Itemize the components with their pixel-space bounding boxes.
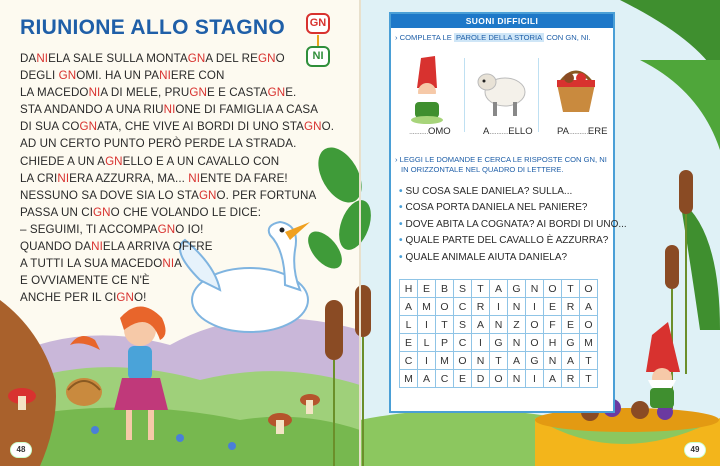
story-text-fragment: – SEGUIMI, TI ACCOMPA bbox=[20, 222, 158, 236]
story-text-fragment: O. bbox=[321, 120, 335, 134]
story-text-fragment: DEGLI bbox=[20, 69, 59, 83]
grid-cell[interactable]: N bbox=[508, 370, 526, 388]
story-text-fragment: PASSA UN CI bbox=[20, 205, 94, 219]
grid-cell[interactable]: D bbox=[472, 370, 490, 388]
arrow-icon: › bbox=[395, 155, 398, 164]
grid-cell[interactable]: C bbox=[436, 370, 454, 388]
grid-cell[interactable]: G bbox=[508, 280, 526, 298]
story-line bbox=[20, 204, 320, 221]
bullet-icon: • bbox=[399, 235, 403, 247]
grid-cell[interactable]: I bbox=[526, 370, 544, 388]
story-words-chip: PAROLE DELLA STORIA bbox=[455, 33, 543, 42]
grid-cell[interactable]: T bbox=[580, 352, 598, 370]
question-text: QUALE PARTE DEL CAVALLO È AZZURRA? bbox=[405, 235, 609, 247]
grid-cell[interactable]: M bbox=[418, 298, 436, 316]
grid-cell[interactable]: O bbox=[580, 280, 598, 298]
story-text-fragment: LA MACEDO bbox=[20, 86, 89, 100]
grid-cell[interactable]: M bbox=[580, 334, 598, 352]
grid-cell[interactable]: A bbox=[562, 352, 580, 370]
grid-cell[interactable]: C bbox=[400, 352, 418, 370]
question-text: QUALE ANIMALE AIUTA DANIELA? bbox=[405, 251, 568, 263]
bullet-icon: • bbox=[399, 218, 403, 230]
page-title: RIUNIONE ALLO STAGNO bbox=[20, 16, 285, 39]
grid-cell[interactable]: B bbox=[436, 280, 454, 298]
story-text-fragment: O. PER FORTUNA bbox=[216, 188, 317, 202]
grid-row bbox=[400, 316, 598, 334]
highlighted-syllable: NI bbox=[36, 52, 49, 65]
highlighted-syllable: GN bbox=[116, 291, 135, 305]
story-text-fragment: QUANDO DA bbox=[20, 240, 92, 254]
grid-cell[interactable]: T bbox=[472, 280, 490, 298]
question-item bbox=[399, 200, 611, 216]
grid-cell[interactable]: F bbox=[544, 316, 562, 334]
highlighted-syllable: NI bbox=[57, 171, 70, 185]
story-line bbox=[20, 84, 320, 101]
story-text-fragment: ERE CON bbox=[170, 69, 225, 83]
bullet-icon: • bbox=[399, 251, 403, 263]
grid-cell[interactable]: T bbox=[436, 316, 454, 334]
grid-cell[interactable]: R bbox=[562, 370, 580, 388]
highlighted-syllable: NI bbox=[91, 240, 103, 254]
highlighted-syllable: GN bbox=[79, 120, 98, 134]
grid-cell[interactable]: A bbox=[490, 280, 508, 298]
story-line bbox=[20, 187, 320, 204]
story-text-fragment: OMI. HA UN PA bbox=[76, 69, 160, 83]
page-number-right: 49 bbox=[684, 442, 706, 458]
grid-cell[interactable]: E bbox=[454, 370, 472, 388]
highlighted-syllable: GN bbox=[257, 52, 276, 65]
grid-cell[interactable]: E bbox=[544, 298, 562, 316]
highlighted-syllable: NI bbox=[163, 103, 176, 117]
basket-icon bbox=[543, 54, 609, 126]
grid-cell[interactable]: I bbox=[418, 352, 436, 370]
story-line bbox=[20, 118, 335, 135]
grid-cell[interactable]: E bbox=[562, 316, 580, 334]
story-text bbox=[20, 50, 335, 306]
grid-cell[interactable]: L bbox=[400, 316, 418, 334]
grid-cell[interactable]: N bbox=[526, 280, 544, 298]
grid-cell[interactable]: R bbox=[562, 298, 580, 316]
question-item bbox=[399, 184, 611, 200]
bullet-icon: • bbox=[399, 202, 403, 214]
story-text-fragment: ELA ARRIVA OFFRE bbox=[102, 240, 213, 254]
story-text-fragment: ENTE DA FARE! bbox=[200, 171, 288, 185]
grid-cell[interactable]: A bbox=[418, 370, 436, 388]
highlighted-syllable: GN bbox=[304, 120, 322, 134]
grid-cell[interactable]: C bbox=[454, 334, 472, 352]
story-text-fragment: A TUTTI LA SUA MACEDO bbox=[20, 257, 163, 271]
highlighted-syllable: NI bbox=[88, 86, 101, 100]
story-text-fragment: O! bbox=[134, 291, 147, 305]
story-text-fragment: ONE DI FAMIGLIA A CASA bbox=[175, 103, 319, 117]
exercise-panel bbox=[389, 12, 627, 413]
bullet-icon: • bbox=[399, 186, 403, 197]
story-line bbox=[20, 67, 320, 84]
question-list bbox=[399, 184, 627, 266]
story-line bbox=[20, 272, 320, 289]
grid-cell[interactable]: O bbox=[454, 352, 472, 370]
grid-cell[interactable]: T bbox=[562, 280, 580, 298]
picture-divider bbox=[464, 58, 465, 132]
story-line bbox=[20, 238, 320, 255]
badge-connector bbox=[317, 35, 319, 46]
grid-cell[interactable]: O bbox=[526, 316, 544, 334]
question-item bbox=[399, 250, 611, 266]
grid-cell[interactable]: Z bbox=[508, 316, 526, 334]
highlighted-syllable: NI bbox=[188, 171, 201, 185]
story-text-fragment: A bbox=[174, 257, 182, 271]
highlighted-syllable: GN bbox=[267, 86, 286, 100]
grid-cell[interactable]: A bbox=[580, 298, 598, 316]
grid-row bbox=[400, 298, 598, 316]
lamb-icon bbox=[469, 54, 535, 126]
story-text-fragment: O IO! bbox=[175, 222, 204, 236]
grid-cell[interactable]: O bbox=[436, 298, 454, 316]
grid-cell[interactable]: N bbox=[472, 352, 490, 370]
story-text-fragment: ANCHE PER IL CI bbox=[20, 291, 117, 305]
grid-cell[interactable]: I bbox=[472, 334, 490, 352]
grid-cell[interactable]: A bbox=[508, 352, 526, 370]
picture-divider bbox=[538, 58, 539, 132]
highlighted-syllable: GN bbox=[58, 69, 77, 83]
story-text-fragment: ELA SALE SULLA MONTA bbox=[48, 52, 188, 65]
highlighted-syllable: GN bbox=[198, 188, 217, 202]
story-text-fragment: A DEL RE bbox=[205, 52, 258, 65]
story-text-fragment: AD UN CERTO PUNTO PERÒ PERDE LA STRADA. bbox=[20, 137, 297, 151]
story-text-fragment: DI SUA CO bbox=[20, 120, 80, 134]
grid-cell[interactable]: I bbox=[418, 316, 436, 334]
story-text-fragment: DA bbox=[20, 52, 37, 65]
story-line bbox=[20, 255, 320, 272]
highlighted-syllable: NI bbox=[159, 69, 171, 83]
grid-cell[interactable]: O bbox=[526, 334, 544, 352]
question-item bbox=[399, 217, 627, 233]
grid-cell[interactable]: L bbox=[418, 334, 436, 352]
grid-cell[interactable]: M bbox=[436, 352, 454, 370]
grid-cell[interactable]: E bbox=[418, 280, 436, 298]
story-text-fragment: STA ANDANDO A UNA RIU bbox=[20, 103, 164, 117]
grid-cell[interactable]: N bbox=[508, 298, 526, 316]
word-blank-2[interactable]: A...........ELLO bbox=[483, 126, 533, 137]
story-text-fragment: CHIEDE A UN A bbox=[20, 154, 106, 168]
story-line bbox=[20, 153, 320, 170]
instruction-complete: › COMPLETA LE PAROLE DELLA STORIA CON GN, NI. bbox=[395, 33, 591, 42]
story-text-fragment: LA CRI bbox=[20, 171, 58, 185]
gn-badge: GN bbox=[306, 13, 330, 34]
story-text-fragment: ELLO E A UN CAVALLO CON bbox=[122, 154, 280, 168]
grid-cell[interactable]: R bbox=[472, 298, 490, 316]
grid-cell[interactable]: G bbox=[490, 334, 508, 352]
grid-cell[interactable]: N bbox=[544, 352, 562, 370]
highlighted-syllable: GN bbox=[93, 205, 111, 219]
grid-cell[interactable]: M bbox=[400, 370, 418, 388]
grid-cell[interactable]: S bbox=[454, 316, 472, 334]
story-text-fragment: O bbox=[275, 52, 285, 65]
grid-cell[interactable]: H bbox=[544, 334, 562, 352]
story-text-fragment: ATA, CHE VIVE AI BORDI DI UNO STA bbox=[97, 120, 304, 134]
grid-row bbox=[400, 352, 598, 370]
grid-cell[interactable]: T bbox=[490, 352, 508, 370]
highlighted-syllable: NI bbox=[162, 257, 175, 271]
word-blank-1[interactable]: ...........OMO bbox=[409, 126, 451, 137]
grid-cell[interactable]: E bbox=[400, 334, 418, 352]
grid-cell[interactable]: S bbox=[454, 280, 472, 298]
highlighted-syllable: GN bbox=[105, 154, 123, 168]
story-text-fragment: NESSUNO SA DOVE SIA LO STA bbox=[20, 188, 199, 202]
grid-row bbox=[400, 370, 598, 388]
question-text: SU COSA SALE DANIELA? SULLA... bbox=[405, 186, 573, 197]
grid-cell[interactable]: G bbox=[526, 352, 544, 370]
grid-cell[interactable]: O bbox=[490, 370, 508, 388]
letter-grid bbox=[399, 279, 598, 388]
grid-cell[interactable]: H bbox=[400, 280, 418, 298]
instruction-search: › LEGGI LE DOMANDE E CERCA LE RISPOSTE CON GN, NI IN ORIZZONTALE NEL QUADRO DI LETTERE. bbox=[395, 155, 607, 174]
grid-cell[interactable]: N bbox=[508, 334, 526, 352]
story-line bbox=[20, 135, 320, 152]
grid-cell[interactable]: I bbox=[490, 298, 508, 316]
story-line bbox=[20, 221, 320, 238]
story-line bbox=[20, 170, 320, 187]
story-line bbox=[20, 50, 320, 67]
story-text-fragment: E. bbox=[285, 86, 297, 100]
gnome-icon bbox=[395, 54, 461, 126]
ni-badge: NI bbox=[306, 46, 330, 67]
story-text-fragment: E OVVIAMENTE CE N'È bbox=[20, 274, 150, 288]
page-number-left: 48 bbox=[10, 442, 32, 458]
grid-cell[interactable]: P bbox=[436, 334, 454, 352]
question-text: COSA PORTA DANIELA NEL PANIERE? bbox=[405, 202, 588, 214]
story-text-fragment: E E CASTA bbox=[206, 86, 268, 100]
question-text: DOVE ABITA LA COGNATA? AI BORDI DI UNO... bbox=[405, 218, 627, 230]
story-text-fragment: ERA AZZURRA, MA... bbox=[69, 171, 189, 185]
panel-title: SUONI DIFFICILI bbox=[391, 14, 613, 28]
grid-row bbox=[400, 280, 598, 298]
highlighted-syllable: GN bbox=[157, 222, 176, 236]
grid-cell[interactable]: A bbox=[472, 316, 490, 334]
story-line bbox=[20, 101, 320, 118]
grid-cell[interactable]: A bbox=[544, 370, 562, 388]
grid-cell[interactable]: C bbox=[454, 298, 472, 316]
grid-cell[interactable]: N bbox=[490, 316, 508, 334]
story-text-fragment: A DI MELE, PRU bbox=[100, 86, 190, 100]
question-item bbox=[399, 233, 611, 249]
grid-cell[interactable]: T bbox=[580, 370, 598, 388]
story-line bbox=[20, 289, 320, 306]
grid-cell[interactable]: O bbox=[544, 280, 562, 298]
story-text-fragment: O CHE VOLANDO LE DICE: bbox=[110, 205, 262, 219]
word-blank-3[interactable]: PA...........ERE bbox=[557, 126, 608, 137]
grid-cell[interactable]: I bbox=[526, 298, 544, 316]
grid-cell[interactable]: A bbox=[400, 298, 418, 316]
arrow-icon: › bbox=[395, 33, 398, 42]
grid-cell[interactable]: O bbox=[580, 316, 598, 334]
grid-cell[interactable]: G bbox=[562, 334, 580, 352]
grid-row bbox=[400, 334, 598, 352]
highlighted-syllable: GN bbox=[189, 86, 207, 100]
highlighted-syllable: GN bbox=[187, 52, 206, 65]
